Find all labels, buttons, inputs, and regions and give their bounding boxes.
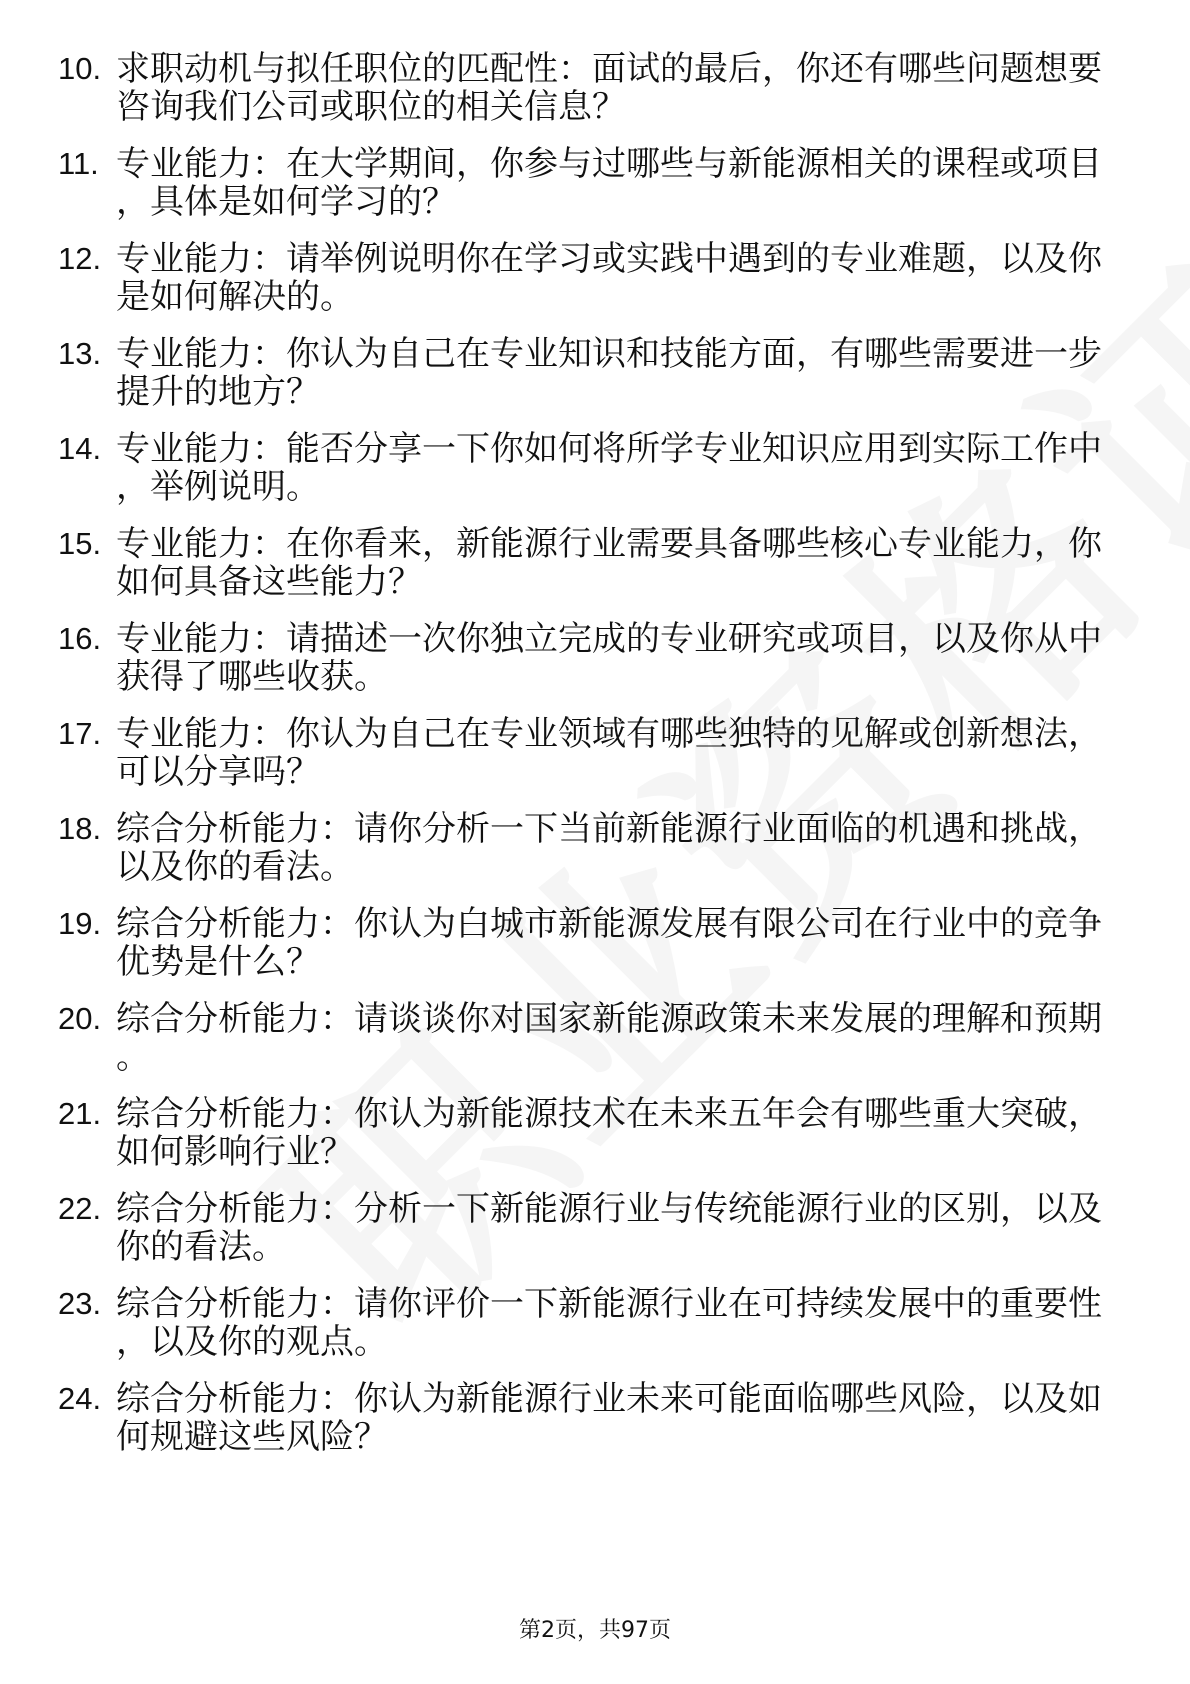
- question-number: 19.: [58, 906, 102, 941]
- question-text: 综合分析能力：请谈谈你对国家新能源政策未来发展的理解和预期。: [116, 999, 1102, 1077]
- question-text: 综合分析能力：你认为新能源技术在未来五年会有哪些重大突破，如何影响行业？: [116, 1094, 1102, 1172]
- question-item: [58, 1285, 1110, 1361]
- question-list: [58, 50, 1110, 1475]
- question-number: 15.: [58, 526, 102, 561]
- question-text: 综合分析能力：分析一下新能源行业与传统能源行业的区别，以及你的看法。: [116, 1189, 1102, 1267]
- question-item: [58, 145, 1110, 221]
- question-number: 23.: [58, 1286, 102, 1321]
- question-number: 20.: [58, 1001, 102, 1036]
- question-number: 18.: [58, 811, 102, 846]
- question-text: 专业能力：在你看来，新能源行业需要具备哪些核心专业能力，你如何具备这些能力？: [116, 524, 1102, 602]
- question-text: 专业能力：你认为自己在专业知识和技能方面，有哪些需要进一步提升的地方？: [116, 334, 1102, 412]
- question-text: 综合分析能力：请你评价一下新能源行业在可持续发展中的重要性，以及你的观点。: [116, 1284, 1102, 1362]
- question-text: 专业能力：在大学期间，你参与过哪些与新能源相关的课程或项目，具体是如何学习的？: [116, 144, 1102, 222]
- question-text: 求职动机与拟任职位的匹配性：面试的最后，你还有哪些问题想要咨询我们公司或职位的相关信息？: [116, 49, 1102, 127]
- question-item: [58, 1380, 1110, 1456]
- question-number: 11.: [58, 146, 99, 181]
- question-text: 专业能力：能否分享一下你如何将所学专业知识应用到实际工作中，举例说明。: [116, 429, 1102, 507]
- question-item: [58, 620, 1110, 696]
- question-number: 24.: [58, 1381, 102, 1416]
- question-item: [58, 525, 1110, 601]
- question-number: 21.: [58, 1096, 102, 1131]
- question-item: [58, 335, 1110, 411]
- question-item: [58, 1000, 1110, 1076]
- question-item: [58, 430, 1110, 506]
- question-text: 综合分析能力：你认为白城市新能源发展有限公司在行业中的竞争优势是什么？: [116, 904, 1102, 982]
- question-text: 专业能力：请描述一次你独立完成的专业研究或项目，以及你从中获得了哪些收获。: [116, 619, 1102, 697]
- question-item: [58, 1095, 1110, 1171]
- page-footer: 第2页，共97页: [519, 1618, 671, 1643]
- question-text: 专业能力：请举例说明你在学习或实践中遇到的专业难题，以及你是如何解决的。: [116, 239, 1102, 317]
- question-item: [58, 715, 1110, 791]
- question-item: [58, 240, 1110, 316]
- question-number: 22.: [58, 1191, 102, 1226]
- question-item: [58, 1190, 1110, 1266]
- question-item: [58, 50, 1110, 126]
- question-text: 综合分析能力：请你分析一下当前新能源行业面临的机遇和挑战，以及你的看法。: [116, 809, 1102, 887]
- question-item: [58, 810, 1110, 886]
- question-text: 综合分析能力：你认为新能源行业未来可能面临哪些风险，以及如何规避这些风险？: [116, 1379, 1102, 1457]
- question-number: 16.: [58, 621, 102, 656]
- question-number: 13.: [58, 336, 102, 371]
- question-item: [58, 905, 1110, 981]
- question-number: 12.: [58, 241, 102, 276]
- question-text: 专业能力：你认为自己在专业领域有哪些独特的见解或创新想法，可以分享吗？: [116, 714, 1102, 792]
- question-number: 17.: [58, 716, 102, 751]
- question-number: 14.: [58, 431, 102, 466]
- question-number: 10.: [58, 51, 102, 86]
